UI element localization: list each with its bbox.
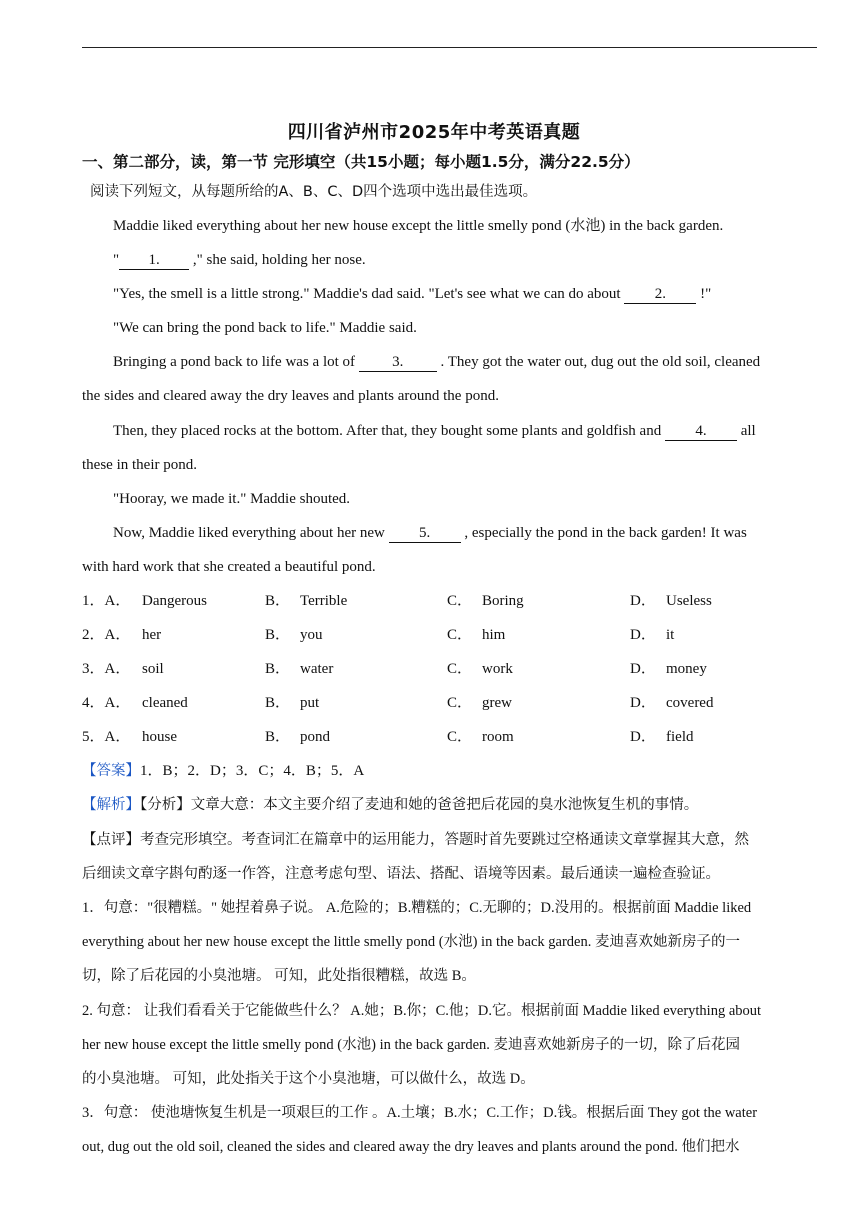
option-a: Dangerous [142,593,207,609]
option-a: her [142,627,162,643]
explanation-1-line-3: 切，除了后花园的小臭池塘。 可知，此处指很糟糕，故选 B。 [82,968,476,984]
question-number: 2．A． [82,627,131,643]
blank-2: 2. [624,286,696,304]
option-b-label: B． [265,593,291,609]
option-c: grew [482,695,512,711]
option-b: water [300,661,334,677]
blank-4: 4. [665,423,737,441]
option-b: you [300,627,323,643]
option-b-label: B． [265,695,291,711]
passage-paragraph-3: "Yes, the smell is a little strong." Maddie's dad said. "Let's see what we can do about 2. !" [113,286,712,302]
option-c-label: C． [447,695,473,711]
option-d-label: D． [630,627,656,643]
option-a: cleaned [142,695,188,711]
option-b-label: B． [265,661,291,677]
blank-1: 1. [119,252,189,270]
option-d: covered [666,695,714,711]
analysis-text: 【分析】文章大意：本文主要介绍了麦迪和她的爸爸把后花园的臭水池恢复生机的事情。 [140,797,699,813]
explanation-2-line-2: her new house except the little smelly pond (水池) in the back garden. 麦迪喜欢她新房子的一切，除了后花园 [82,1037,741,1053]
comment-line-1: 【点评】考查完形填空。考查词汇在篇章中的运用能力，答题时首先要跳过空格通读文章掌握其大意，然 [82,832,749,848]
option-b: put [300,695,320,711]
option-d-label: D． [630,593,656,609]
question-number: 1．A． [82,593,131,609]
option-b: Terrible [300,593,348,609]
explanation-1-line-1: 1．句意："很糟糕。" 她捏着鼻子说。 A.危险的；B.糟糕的；C.无聊的；D.没用的。根据前面 Maddie liked [82,900,752,916]
option-c-label: C． [447,627,473,643]
option-c: Boring [482,593,524,609]
question-number: 4．A． [82,695,131,711]
document-title: 四川省泸州市2025年中考英语真题 [287,122,581,143]
section-heading: 一、第二部分，读，第一节 完形填空（共15小题；每小题1.5分，满分22.5分） [82,153,640,171]
option-c: him [482,627,506,643]
option-a: soil [142,661,164,677]
explanation-3-line-2: out, dug out the old soil, cleaned the sides and cleared away the dry leaves and plants around the pond. 他们把水 [82,1139,740,1155]
passage-paragraph-8: Now, Maddie liked everything about her new 5. , especially the pond in the back garden! It was [113,525,747,541]
answer-line [82,761,364,781]
answer-label: 【答案】 [82,763,140,779]
option-d: Useless [666,593,712,609]
header-rule [82,47,817,48]
analysis-line [82,795,698,815]
question-number: 5．A． [82,729,131,745]
passage-paragraph-5: Bringing a pond back to life was a lot of 3. . They got the water out, dug out the old soil, cleaned [113,354,761,370]
option-c: work [482,661,513,677]
passage-paragraph-6: Then, they placed rocks at the bottom. After that, they bought some plants and goldfish and 4. all [113,423,756,439]
question-number: 3．A． [82,661,131,677]
option-c-label: C． [447,593,473,609]
comment-line-2: 后细读文章字斟句酌逐一作答，注意考虑句型、语法、搭配、语境等因素。最后通读一遍检查验证。 [82,866,720,882]
passage-paragraph-8-cont: with hard work that she created a beautiful pond. [82,559,376,575]
blank-3: 3. [359,354,437,372]
option-b-label: B． [265,729,291,745]
passage-paragraph-6-cont: these in their pond. [82,457,197,473]
explanation-2-line-3: 的小臭池塘。 可知，此处指关于这个小臭池塘，可以做什么，故选 D。 [82,1071,535,1087]
passage-paragraph-7: "Hooray, we made it." Maddie shouted. [113,491,351,507]
option-d: field [666,729,694,745]
blank-5: 5. [389,525,461,543]
explanation-3-line-1: 3．句意： 使池塘恢复生机是一项艰巨的工作 。A.土壤；B.水；C.工作；D.钱。根据后面 They got the water [82,1105,758,1121]
explanation-2-line-1: 2. 句意： 让我们看看关于它能做些什么？ A.她；B.你；C.他；D.它。根据前面 Maddie liked everything about [82,1003,762,1019]
option-d: it [666,627,675,643]
passage-paragraph-4: "We can bring the pond back to life." Maddie said. [113,320,417,336]
passage-paragraph-1: Maddie liked everything about her new house except the little smelly pond (水池) in the back garden. [113,218,724,234]
passage-paragraph-5-cont: the sides and cleared away the dry leaves and plants around the pond. [82,388,499,404]
option-d-label: D． [630,729,656,745]
option-c-label: C． [447,729,473,745]
option-d-label: D． [630,695,656,711]
option-a: house [142,729,177,745]
passage-paragraph-2: " 1. ," she said, holding her nose. [113,252,366,268]
option-b-label: B． [265,627,291,643]
answer-text: 1．B；2．D；3．C；4．B；5．A [140,763,365,779]
instructions: 阅读下列短文，从每题所给的A、B、C、D四个选项中选出最佳选项。 [90,184,538,200]
option-d: money [666,661,707,677]
analysis-label: 【解析】 [82,797,140,813]
option-c: room [482,729,514,745]
option-b: pond [300,729,330,745]
option-c-label: C． [447,661,473,677]
explanation-1-line-2: everything about her new house except the little smelly pond (水池) in the back garden. 麦迪喜欢她新房子的一 [82,934,740,950]
option-d-label: D． [630,661,656,677]
